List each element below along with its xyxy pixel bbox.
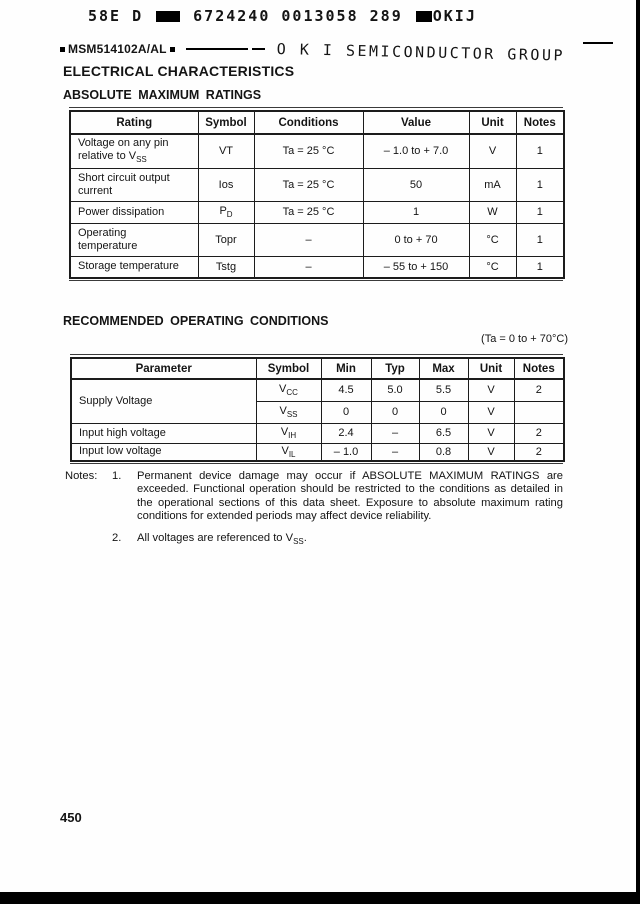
table-row xyxy=(71,423,564,443)
column-header-max: Max xyxy=(419,358,468,379)
header-rule xyxy=(583,42,613,44)
footnote-subscript: SS xyxy=(293,537,304,547)
cell-typ: 0 xyxy=(371,401,419,423)
column-header-unit: Unit xyxy=(468,358,514,379)
cell-min: 4.5 xyxy=(321,379,371,401)
notes-label-spacer xyxy=(65,532,112,549)
table-header-row xyxy=(71,358,564,379)
table-row xyxy=(70,168,564,201)
column-header-min: Min xyxy=(321,358,371,379)
cell-notes: 2 xyxy=(514,423,564,443)
cell-value: – 1.0 to + 7.0 xyxy=(363,134,469,168)
cell-unit: V xyxy=(468,401,514,423)
cell-parameter: Input high voltage xyxy=(71,423,256,443)
print-code-mid: 6724240 0013058 289 xyxy=(193,7,403,25)
cell-symbol xyxy=(198,201,254,223)
cell-unit: °C xyxy=(469,256,516,278)
table-header-row xyxy=(70,111,564,134)
footnote-text-pre: All voltages are referenced to V xyxy=(137,532,294,545)
cell-min: 2.4 xyxy=(321,423,371,443)
table-rule-artifact xyxy=(70,354,563,355)
cell-symbol xyxy=(256,401,321,423)
column-header-parameter: Parameter xyxy=(71,358,256,379)
column-header-rating: Rating xyxy=(70,111,198,134)
cell-max: 0.8 xyxy=(419,443,468,461)
cell-parameter: Input low voltage xyxy=(71,443,256,461)
absolute-maximum-ratings-table xyxy=(69,110,565,279)
section-title-electrical-characteristics: ELECTRICAL CHARACTERISTICS xyxy=(63,63,295,79)
scan-edge-artifact xyxy=(636,0,640,904)
cell-notes xyxy=(514,401,564,423)
cell-rating xyxy=(70,134,198,168)
cell-unit: mA xyxy=(469,168,516,201)
cell-max: 6.5 xyxy=(419,423,468,443)
footnote-number: 1. xyxy=(112,470,122,482)
cell-value: 0 to + 70 xyxy=(363,223,469,256)
footnote-text-post: . xyxy=(303,532,307,545)
cell-value: 50 xyxy=(363,168,469,201)
page-number: 450 xyxy=(60,810,82,825)
print-code-right-group xyxy=(416,7,477,25)
cell-subscript: SS xyxy=(286,410,298,420)
cell-symbol xyxy=(198,134,254,168)
cell-notes: 1 xyxy=(516,168,564,201)
square-bullet-icon xyxy=(170,47,175,52)
cell-text: Tstg xyxy=(215,260,237,273)
section-title-recommended-operating-conditions: RECOMMENDED OPERATING CONDITIONS xyxy=(63,314,329,328)
cell-notes: 2 xyxy=(514,379,564,401)
cell-text: current xyxy=(78,184,113,197)
cell-unit: V xyxy=(468,423,514,443)
column-header-notes: Notes xyxy=(516,111,564,134)
cell-min: 0 xyxy=(321,401,371,423)
cell-conditions: Ta = 25 °C xyxy=(254,201,363,223)
footnote-item-2 xyxy=(65,532,563,549)
cell-text: V xyxy=(279,383,287,396)
table-row xyxy=(70,134,564,168)
recommended-operating-conditions-table xyxy=(70,357,565,462)
cell-value: – 55 to + 150 xyxy=(363,256,469,278)
cell-text: V xyxy=(280,425,289,438)
cell-unit: W xyxy=(469,201,516,223)
cell-rating xyxy=(70,223,198,256)
cell-rating xyxy=(70,168,198,201)
table-row xyxy=(70,201,564,223)
cell-notes: 1 xyxy=(516,134,564,168)
footnote-number: 2. xyxy=(112,532,122,545)
cell-subscript: D xyxy=(226,210,233,220)
cell-typ: 5.0 xyxy=(371,379,419,401)
cell-text: Operating xyxy=(78,226,127,239)
cell-subscript: IL xyxy=(288,449,296,459)
cell-text: Power dissipation xyxy=(78,205,165,218)
cell-text: P xyxy=(219,204,227,217)
cell-text: Storage temperature xyxy=(78,260,179,273)
column-header-symbol: Symbol xyxy=(198,111,254,134)
table-row xyxy=(71,379,564,401)
section-title-absolute-maximum-ratings: ABSOLUTE MAXIMUM RATINGS xyxy=(63,88,262,102)
cell-unit: °C xyxy=(469,223,516,256)
footnotes-block xyxy=(65,470,563,549)
column-header-symbol: Symbol xyxy=(256,358,321,379)
cell-unit: V xyxy=(468,443,514,461)
part-number-text: MSM514102A/AL xyxy=(68,42,167,56)
column-header-unit: Unit xyxy=(469,111,516,134)
header-rule xyxy=(252,48,265,50)
print-code-left: 58E D xyxy=(88,7,144,25)
cell-min: – 1.0 xyxy=(321,443,371,461)
table-rule-artifact xyxy=(69,280,563,281)
header-rule xyxy=(186,48,248,50)
cell-symbol xyxy=(256,443,321,461)
brand-name: O K I SEMICONDUCTOR GROUP xyxy=(276,40,565,65)
cell-unit: V xyxy=(469,134,516,168)
part-number xyxy=(57,42,178,56)
cell-text: Short circuit output xyxy=(78,171,170,184)
cell-typ: – xyxy=(371,443,419,461)
cell-text: temperature xyxy=(78,239,138,252)
footnote-text: Permanent device damage may occur if ABSOLUTE MAXIMUM RATINGS are exceeded. Functional operation should be restricted to the conditions as detailed in the operational sections of this data sheet. Exposure to absolute maximum rating conditions for extended periods may affect device reliability. xyxy=(137,470,563,522)
cell-conditions: – xyxy=(254,223,363,256)
cell-unit: V xyxy=(468,379,514,401)
cell-notes: 2 xyxy=(514,443,564,461)
column-header-typ: Typ xyxy=(371,358,419,379)
cell-max: 5.5 xyxy=(419,379,468,401)
scan-edge-artifact xyxy=(0,892,640,904)
cell-value: 1 xyxy=(363,201,469,223)
cell-conditions: Ta = 25 °C xyxy=(254,134,363,168)
cell-rating xyxy=(70,201,198,223)
cell-subscript: IH xyxy=(288,431,297,441)
table-row xyxy=(70,223,564,256)
cell-notes: 1 xyxy=(516,201,564,223)
cell-text: Topr xyxy=(215,233,237,246)
print-code-right: OKIJ xyxy=(432,7,477,25)
table-rule-artifact xyxy=(70,463,563,464)
cell-symbol xyxy=(256,379,321,401)
cell-subscript: CC xyxy=(286,388,298,398)
barcode-block-icon xyxy=(156,11,180,22)
barcode-block-icon xyxy=(416,11,432,22)
cell-text: Voltage on any pin xyxy=(78,136,169,149)
footnote-text xyxy=(137,532,563,549)
cell-max: 0 xyxy=(419,401,468,423)
cell-rating xyxy=(70,256,198,278)
footnote-item-1 xyxy=(65,470,563,523)
column-header-conditions: Conditions xyxy=(254,111,363,134)
table-row xyxy=(70,256,564,278)
cell-symbol xyxy=(256,423,321,443)
column-header-notes: Notes xyxy=(514,358,564,379)
cell-symbol xyxy=(198,223,254,256)
cell-conditions: – xyxy=(254,256,363,278)
cell-conditions: Ta = 25 °C xyxy=(254,168,363,201)
notes-label: Notes: xyxy=(65,470,98,482)
column-header-value: Value xyxy=(363,111,469,134)
cell-text: VT xyxy=(218,145,234,158)
square-bullet-icon xyxy=(60,47,65,52)
cell-text: relative to V xyxy=(78,149,137,162)
cell-text: Ios xyxy=(218,178,234,191)
table-row xyxy=(71,443,564,461)
cell-symbol xyxy=(198,168,254,201)
cell-symbol xyxy=(198,256,254,278)
table-rule-artifact xyxy=(69,107,563,108)
cell-typ: – xyxy=(371,423,419,443)
temperature-condition-note: (Ta = 0 to + 70°C) xyxy=(481,333,568,345)
cell-notes: 1 xyxy=(516,223,564,256)
cell-text: V xyxy=(281,444,289,457)
cell-parameter-supply-voltage: Supply Voltage xyxy=(71,379,256,423)
print-code-line xyxy=(88,7,477,25)
cell-notes: 1 xyxy=(516,256,564,278)
document-header xyxy=(57,40,617,65)
cell-subscript: SS xyxy=(136,154,147,164)
cell-text: V xyxy=(279,404,287,417)
